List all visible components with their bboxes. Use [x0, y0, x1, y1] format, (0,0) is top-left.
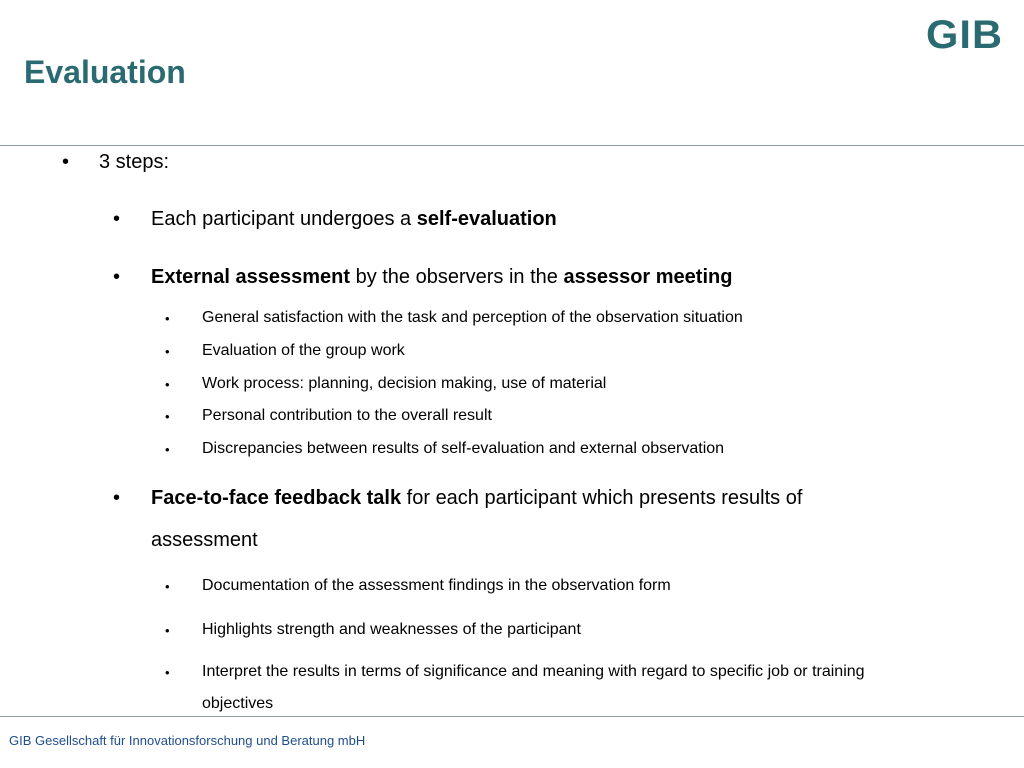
text-bold: assessor meeting [563, 266, 733, 288]
sub-bullet-text: Highlights strength and weaknesses of the participant [202, 621, 581, 638]
sub-bullet-text: Personal contribution to the overall result [202, 407, 492, 424]
bullet-icon: • [62, 151, 70, 173]
text-bold: Face-to-face feedback talk [151, 487, 402, 509]
sub-bullet-text-continuation: objectives [202, 695, 274, 712]
text-bold: External assessment [151, 266, 351, 288]
gib-logo: GIB [926, 13, 1004, 57]
text-bold: self-evaluation [416, 208, 557, 230]
footer-divider [0, 716, 1024, 717]
sub-bullet-text: Work process: planning, decision making, use of material [202, 375, 607, 392]
bullet-text: 3 steps: [99, 151, 170, 173]
sub-bullet-text: Discrepancies between results of self-evaluation and external observation [202, 440, 725, 457]
bullet-icon: • [165, 665, 170, 680]
text-normal: for each participant which presents results of [401, 487, 803, 509]
bullet-icon: • [113, 208, 121, 230]
header-divider [0, 145, 1024, 146]
sub-bullet-text: Evaluation of the group work [202, 342, 405, 359]
bullet-icon: • [165, 311, 170, 326]
bullet-icon: • [165, 579, 170, 594]
bullet-icon: • [165, 409, 170, 424]
sub-bullet-text: Documentation of the assessment findings in the observation form [202, 577, 671, 594]
text-normal: Each participant undergoes a [151, 208, 417, 230]
bullet-text [151, 486, 802, 510]
sub-bullet-text: Interpret the results in terms of significance and meaning with regard to specific job or training [202, 663, 865, 680]
bullet-text-continuation: assessment [151, 529, 258, 551]
slide-title: Evaluation [24, 54, 186, 90]
bullet-icon: • [165, 344, 170, 359]
bullet-icon: • [165, 377, 170, 392]
bullet-text [151, 265, 732, 289]
bullet-icon: • [113, 266, 121, 288]
sub-bullet-text: General satisfaction with the task and perception of the observation situation [202, 309, 743, 326]
bullet-icon: • [113, 487, 121, 509]
footer-company-name: GIB Gesellschaft für Innovationsforschung und Beratung mbH [9, 733, 366, 748]
bullet-icon: • [165, 623, 170, 638]
bullet-text [151, 207, 557, 231]
bullet-icon: • [165, 442, 170, 457]
text-normal: by the observers in the [350, 266, 564, 288]
